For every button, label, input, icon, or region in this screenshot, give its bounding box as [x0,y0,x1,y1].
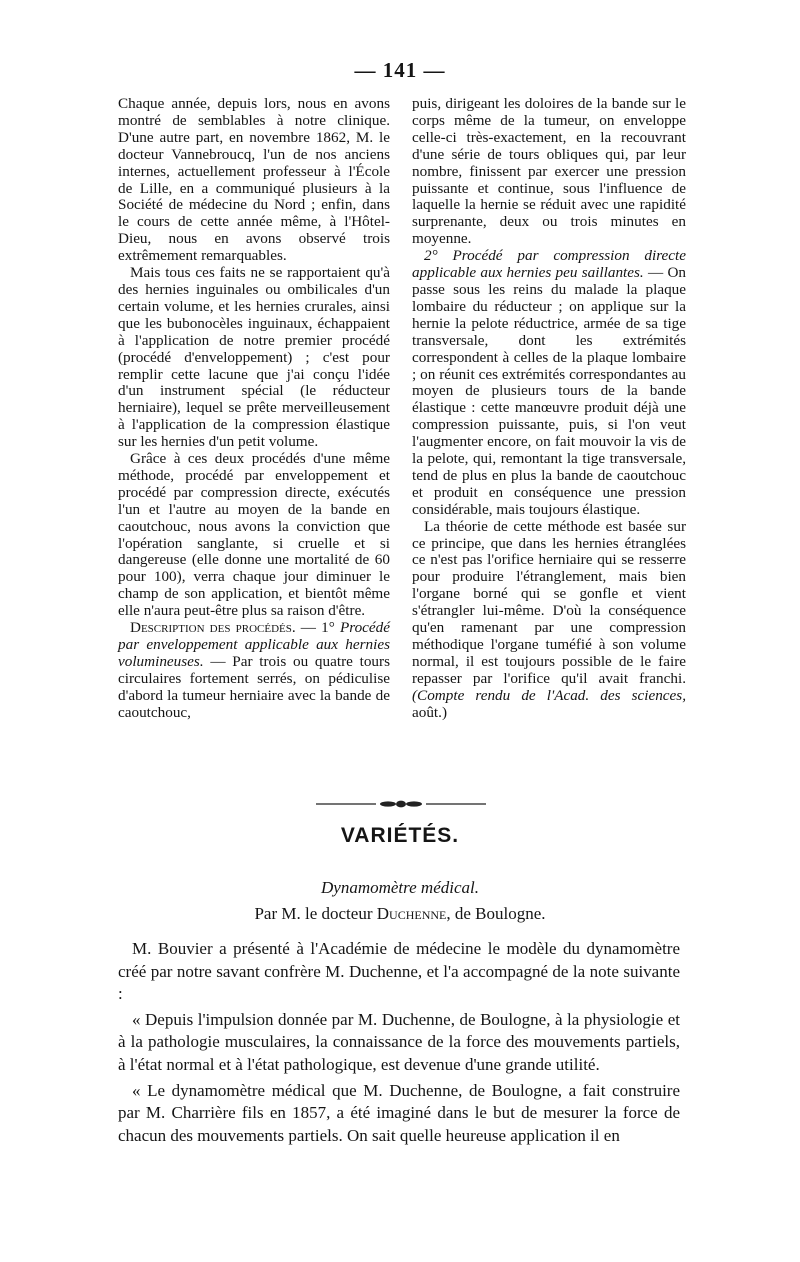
paragraph [412,519,686,722]
byline [0,904,800,924]
paragraph: « Depuis l'impulsion donnée par M. Duchenne, de Boulogne, à la physiologie et à la pathologie musculaires, la connaissance de la force des mouvements partiels, à l'état normal et à l'état pathologique, est devenue d'une grande utilité. [118,1009,680,1074]
procedures-heading: Description des procédés. [130,619,296,637]
byline-suffix: , de Boulogne. [446,904,546,923]
byline-prefix: Par M. le docteur [254,904,377,923]
procedure-text: — On passe sous les reins du malade la plaque lombaire du réducteur ; on applique sur la hernie la pelote réductrice, armée de sa tige transversale, dont les extrémités correspondent à celles de la plaque lombaire ; on réunit ces extrémités correspondantes au moyen de plusieurs tours de la bande élastique : cette manœuvre produit déjà une compression puissante, puis, si l'on veut l'augmenter encore, on fait mouvoir la vis de la pelote, qui, remontant la tige transversale, tend de plus en plus la bande de caoutchouc et produit en conséquence une pression considérable, mais toujours élastique. [412,264,686,518]
article-body [118,938,680,1150]
paragraph: Chaque année, depuis lors, nous en avons montré de semblables à notre clinique. D'une autre part, en novembre 1862, M. le docteur Vannebroucq, l'un de nos anciens internes, actuellement professeur à l'École de Lille, en a communiqué plusieurs à la Société de médecine du Nord ; enfin, dans le cours de cette année même, à l'Hôtel-Dieu, nous en avons observé trois extrêmement remarquables. [118,95,390,265]
left-column [118,96,390,722]
paragraph-text: La théorie de cette méthode est basée sur ce principe, que dans les hernies étranglées ce n'est pas l'orifice herniaire qui se resserre pour produire l'étranglement, mais bien l'organe borné qui se gonfle et vient s'étrangler lui-même. D'où la conséquence qu'en ramenant par une compression méthodique l'organe tuméfié à son volume normal, il est toujours possible de le faire repasser par l'orifice qu'il avait franchi. [412,517,686,687]
article-title: Dynamomètre médical. [321,878,479,897]
paragraph: Grâce à ces deux procédés d'une même méthode, procédé par enveloppement et procédé par compression directe, exécutés l'un et l'autre au moyen de la bande en caoutchouc, nous avons la conviction que l'opération sanglante, si cruelle et si dangereuse (elle donne une mortalité de 60 pour 100), verra chaque jour diminuer le champ de son application, et bientôt même elle n'aura peut-être plus sa raison d'être. [118,450,390,620]
procedure-text: — Par trois ou quatre tours circulaires fortement serrés, on pédiculise d'abord la tumeur herniaire avec la bande de caoutchouc, [118,652,390,721]
right-column [412,96,686,722]
page-number: — 141 — [354,58,446,82]
paragraph: puis, dirigeant les doloires de la bande sur le corps même de la tumeur, on enveloppe celle-ci très-exactement, en la recouvrant d'une série de tours obliques qui, par leur nombre, finissent par exercer une pression puissante et continue, sous l'influence de laquelle la hernie se réduit avec une rapidité surprenante, deux ou trois minutes en moyenne. [412,95,686,248]
author-name: Duchenne [376,904,447,923]
paragraph: « Le dynamomètre médical que M. Duchenne, de Boulogne, a fait construire par M. Charrière fils en 1857, a été imaginé dans le but de mesurer la force de chacun des mouvements partiels. On sait quelle heureuse application il en [118,1080,680,1145]
section-title: VARIÉTÉS. [340,824,460,847]
paragraph: M. Bouvier a présenté à l'Académie de médecine le modèle du dynamomètre créé par notre savant confrère M. Duchenne, et l'a accompagné de la note suivante : [118,939,680,1004]
paragraph: Mais tous ces faits ne se rapportaient qu'à des hernies inguinales ou ombilicales d'un certain volume, et les hernies crurales, ainsi que les bubonocèles inguinaux, échappaient à l'application de notre premier procédé (procédé d'enveloppement) ; c'est pour remplir cette lacune que j'ai conçu l'idée d'un instrument spécial (le réducteur herniaire), lequel se prête merveilleusement à l'application de la compression élastique sur les hernies d'un petit volume. [118,264,390,451]
ornamental-divider [316,800,486,808]
citation-end: août.) [412,703,448,721]
paragraph [118,620,390,721]
procedure-title: 2° Procédé par compression directe applicable aux hernies peu saillantes. [412,247,686,282]
procedure-title: Procédé par enveloppement applicable aux hernies volumineuses. [118,619,391,670]
citation: (Compte rendu de l'Acad. des sciences, [412,686,686,704]
procedure-number: — 1° [295,619,340,637]
paragraph [412,248,686,519]
